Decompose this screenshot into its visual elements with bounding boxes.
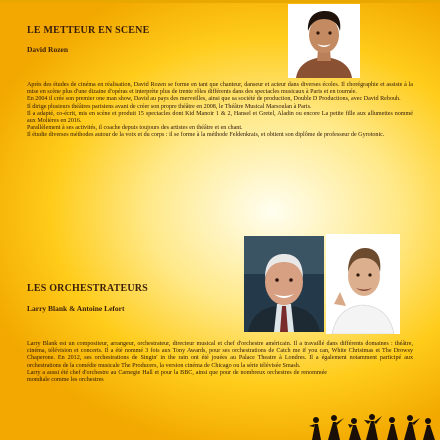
metteur-paragraph: Il dirige plusieurs théâtres parisiens avant de créer son propre théâtre en 2008, le Théâtre Musical Marsoulan à Paris. <box>27 103 312 110</box>
metteur-paragraph: En 2004 il crée son premier one man show, David au pays des merveilles, ainsi que sa société de production, Double D Productions, avec David Rebouh. <box>27 96 401 103</box>
metteur-paragraph: Parallèlement à ses activités, il coache depuis toujours des artistes en théâtre et en chant. <box>27 125 243 132</box>
metteur-paragraph: Après des études de cinéma en réalisation, David Rozen se forme en tant que chanteur, danseur et acteur dans diverses écoles. Il chorégraphie et assiste à la mise en scène plus d'une dizaine d'opéras et interprète plus de trente rôles différents dans des spectacles musicaux à Paris et en tournée. <box>27 82 413 96</box>
director-name: David Rozen <box>27 45 69 54</box>
photo-larry-blank <box>244 236 324 332</box>
metteur-paragraph: Il a adapté, co-écrit, mis en scène et produit 15 spectacles dont Kid Manoir 1 & 2, Hansel et Gretel, Aladin ou encore La petite fille aux allumettes nommé aux Molières en 2016. <box>27 110 413 125</box>
orchestrateurs-bio <box>27 341 413 384</box>
orchestrateurs-paragraph: Larry a aussi été chef d'orchestre au Carnegie Hall et pour la BBC, ainsi que pour de nombreux orchestres de renommée mondiale comme les orchestres <box>27 369 327 384</box>
dancer-silhouettes-decoration <box>306 412 440 440</box>
metteur-bio <box>27 82 413 140</box>
metteur-paragraph: Il étudie diverses méthodes autour de la voix et du corps : il se forme à la méthode Feldenkrais, et obtient son diplôme de professeur de Gyrotonic. <box>27 132 385 139</box>
top-strip <box>0 0 440 3</box>
orchestrateurs-paragraph: Larry Blank est un compositeur, arrangeur, orchestrateur, directeur musical et chef d'orchestre américain. Il a travaillé dans différents domaines : théâtre, cinéma, télévision et concerts. Il a été nommé 3 fois aux Tony Awards, pour ses orchestrations de Catch me if you can, White Christmas et The Drowsy Chaperone. En 2012, ses orchestrations de Singin' in the rain ont été jouées au Palace Theatre à Londres. Il a également notamment participé aux orchestrations de la comédie musicale The Producers, la version cinéma de Chicago ou la série télévisée Smash. <box>27 341 413 369</box>
orchestrator-names: Larry Blank & Antoine Lefort <box>27 304 125 313</box>
section-title-orchestrateurs: LES ORCHESTRATEURS <box>27 283 148 294</box>
photo-david-rozen <box>288 4 360 78</box>
photo-antoine-lefort <box>326 234 400 334</box>
section-title-metteur: LE METTEUR EN SCENE <box>27 25 150 36</box>
